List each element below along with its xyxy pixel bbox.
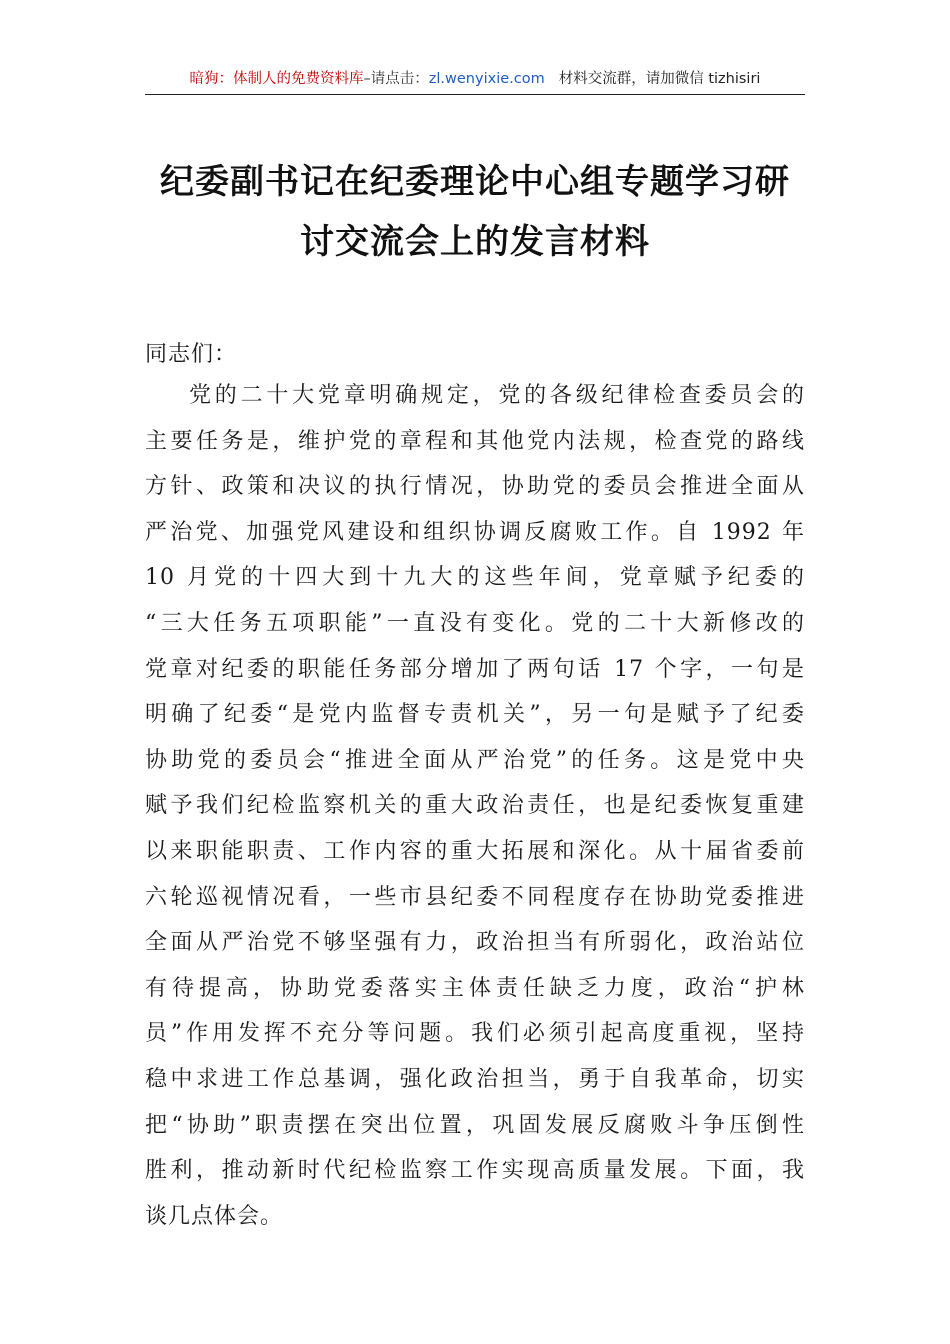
paragraph-line: 党章对纪委的职能任务部分增加了两句话 17 个字，一句是 bbox=[145, 656, 805, 682]
header-prompt: –请点击： bbox=[363, 71, 429, 87]
salutation: 同志们： bbox=[145, 342, 238, 367]
paragraph-line: 方针、政策和决议的执行情况，协助党的委员会推进全面从 bbox=[145, 474, 805, 500]
header-link[interactable]: zl.wenyixie.com bbox=[428, 71, 545, 87]
document-title bbox=[145, 152, 805, 272]
paragraph-line: 稳中求进工作总基调，强化政治担当，勇于自我革命，切实 bbox=[145, 1066, 805, 1092]
paragraph-line: “三大任务五项职能”一直没有变化。党的二十大新修改的 bbox=[145, 610, 805, 636]
paragraph-line: 赋予我们纪检监察机关的重大政治责任，也是纪委恢复重建 bbox=[145, 793, 805, 819]
header-contact: 材料交流群，请加微信 tizhisiri bbox=[558, 71, 761, 87]
paragraph-line: 员”作用发挥不充分等问题。我们必须引起高度重视，坚持 bbox=[145, 1021, 805, 1047]
paragraph-line: 党的二十大党章明确规定，党的各级纪律检查委员会的 bbox=[189, 383, 805, 408]
paragraph-line: 把“协助”职责摆在突出位置，巩固发展反腐败斗争压倒性 bbox=[145, 1112, 805, 1138]
paragraph-line: 10 月党的十四大到十九大的这些年间，党章赋予纪委的 bbox=[145, 565, 805, 591]
paragraph-line: 以来职能职责、工作内容的重大拓展和深化。从十届省委前 bbox=[145, 838, 805, 864]
paragraph-line: 六轮巡视情况看，一些市县纪委不同程度存在协助党委推进 bbox=[145, 884, 805, 910]
paragraph-line: 有待提高，协助党委落实主体责任缺乏力度，政治“护林 bbox=[145, 975, 805, 1001]
paragraph-line: 明确了纪委“是党内监督专责机关”，另一句是赋予了纪委 bbox=[145, 702, 805, 728]
paragraph-line: 主要任务是，维护党的章程和其他党内法规，检查党的路线 bbox=[145, 428, 805, 454]
paragraph-line: 谈几点体会。 bbox=[145, 1203, 284, 1229]
title-line: 纪委副书记在纪委理论中心组专题学习研 bbox=[160, 162, 790, 202]
paragraph-line: 严治党、加强党风建设和组织协调反腐败工作。自 1992 年 bbox=[145, 519, 805, 545]
paragraph-line: 协助党的委员会“推进全面从严治党”的任务。这是党中央 bbox=[145, 747, 805, 773]
paragraph-line: 全面从严治党不够坚强有力，政治担当有所弱化，政治站位 bbox=[145, 930, 805, 956]
body-paragraph bbox=[145, 373, 805, 1239]
title-line: 讨交流会上的发言材料 bbox=[300, 222, 650, 262]
paragraph-line: 胜利，推动新时代纪检监察工作实现高质量发展。下面，我 bbox=[145, 1158, 805, 1184]
page-header bbox=[145, 68, 805, 95]
header-brand: 暗狗：体制人的免费资料库 bbox=[189, 71, 364, 87]
